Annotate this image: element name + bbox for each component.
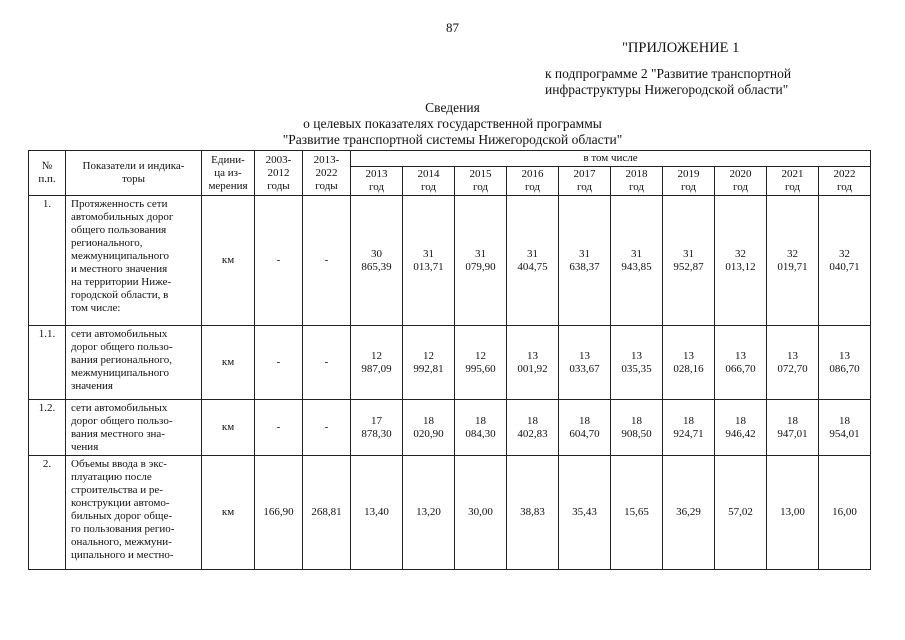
value-line: 404,75 [517,260,548,273]
value-line: 12 [475,349,486,362]
row-year-value [663,326,715,400]
row-year-value [507,456,559,570]
value-line: 30,00 [468,506,493,518]
header-text: Едини- [211,153,245,166]
value-line: 995,60 [465,362,496,375]
value-line: 924,71 [673,427,704,440]
row-value-2003-2012: - [255,326,303,400]
value-line: 013,71 [413,260,444,273]
row-value-2003-2012: 166,90 [255,456,303,570]
indicator-line: городской области, в [71,289,169,301]
value-line: 954,01 [829,427,860,440]
header-text: № [41,160,53,172]
value-line: 38,83 [520,506,545,518]
row-year-value [351,196,403,326]
value-line: 18 [787,414,798,427]
header-text: год [628,181,645,193]
row-year-value [403,326,455,400]
header-text: год [732,181,749,193]
value-line: 987,09 [361,362,392,375]
document-title [0,100,905,148]
value-line: 13,00 [780,506,805,518]
value-line: 30 [371,247,382,260]
header-text: 2012 [267,166,290,179]
indicator-line: плуатацию после [71,471,152,483]
header-year [559,167,611,196]
header-text: мерения [208,179,248,192]
indicator-line: конструкции автомо- [71,497,170,509]
header-text: 2019 [677,168,700,180]
header-text: год [420,181,437,193]
indicator-line: го пользования регио- [71,523,175,535]
header-num [29,151,66,196]
value-line: 13,20 [416,506,441,518]
row-year-value [767,326,819,400]
value-line: 946,42 [725,427,756,440]
table-row [29,400,871,456]
row-indicator [66,456,202,570]
header-text: 2014 [417,168,440,180]
value-line: 878,30 [361,427,392,440]
indicator-line: на территории Ниже- [71,276,172,288]
row-unit: км [202,196,255,326]
row-year-value [455,326,507,400]
value-line: 32 [787,247,798,260]
row-year-value [507,326,559,400]
value-line: 18 [579,414,590,427]
value-line: 18 [839,414,851,427]
value-line: 13 [631,349,642,362]
row-year-value [403,456,455,570]
value-line: 908,50 [621,427,652,440]
value-line: 028,16 [673,362,704,375]
indicator-line: сети автомобильных [71,402,168,414]
value-line: 952,87 [673,260,704,273]
indicator-line: дорог общего пользо- [71,415,173,427]
value-line: 32 [839,247,851,260]
value-line: 865,39 [361,260,392,273]
row-year-value [715,326,767,400]
header-text: 2016 [521,168,544,180]
value-line: 31 [579,247,590,260]
value-line: 084,30 [465,427,496,440]
row-year-value [507,400,559,456]
header-period-2013-2022 [303,151,351,196]
row-year-value [715,456,767,570]
header-text: год [368,181,385,193]
row-year-value [455,196,507,326]
header-text: 2018 [625,168,648,180]
value-line: 943,85 [621,260,652,273]
row-year-value [351,326,403,400]
header-text: 2003- [265,153,292,166]
header-text: год [472,181,489,193]
row-unit: км [202,456,255,570]
row-year-value [507,196,559,326]
row-year-value [559,196,611,326]
row-year-value [403,196,455,326]
header-year [767,167,819,196]
header-text: п.п. [38,173,56,185]
indicator-line: межмуниципального [71,367,169,379]
value-line: 066,70 [725,362,756,375]
row-year-value [767,196,819,326]
row-year-value [611,326,663,400]
row-year-value [663,400,715,456]
value-line: 001,92 [517,362,548,375]
row-year-value [351,456,403,570]
indicator-line: и местного значения [71,263,168,275]
indicator-line: том числе: [71,302,121,314]
header-year [611,167,663,196]
indicator-line: вания регионального, [71,354,173,366]
header-text: 2013 [365,168,388,180]
header-year [663,167,715,196]
header-year [455,167,507,196]
value-line: 12 [423,349,434,362]
row-year-value [611,400,663,456]
header-text: годы [315,179,338,192]
value-line: 13 [527,349,538,362]
indicators-table [28,150,871,570]
row-indicator [66,326,202,400]
value-line: 13 [683,349,694,362]
value-line: 18 [423,414,434,427]
indicator-line: ципального и местно- [71,549,174,561]
value-line: 12 [371,349,382,362]
value-line: 31 [475,247,486,260]
value-line: 035,35 [621,362,652,375]
indicator-line: вания местного зна- [71,428,165,440]
value-line: 18 [683,414,694,427]
title-line: Сведения [425,100,480,115]
row-year-value [455,456,507,570]
indicator-line: общего пользования [71,224,167,236]
header-text: годы [267,179,290,192]
row-year-value [663,456,715,570]
row-value-2013-2022: - [303,196,351,326]
row-year-value [819,326,871,400]
row-indicator [66,400,202,456]
header-year [351,167,403,196]
row-unit: км [202,400,255,456]
header-text: год [784,181,801,193]
indicator-line: межмуниципального [71,250,169,262]
indicator-line: строительства и ре- [71,484,163,496]
header-year [715,167,767,196]
title-line: о целевых показателях государственной программы [303,116,602,131]
value-line: 13 [839,349,851,362]
value-line: 57,02 [728,506,753,518]
header-text: 2013- [313,153,340,166]
value-line: 32 [735,247,746,260]
row-year-value [819,196,871,326]
row-number: 1. [29,196,66,326]
page-number: 87 [446,20,459,35]
value-line: 638,37 [569,260,600,273]
row-value-2013-2022: - [303,326,351,400]
header-text: ца из- [214,166,242,179]
table-row [29,456,871,570]
title-line: "Развитие транспортной системы Нижегородской области" [282,132,623,147]
appendix-subtitle [545,66,791,98]
value-line: 18 [475,414,486,427]
row-year-value [403,400,455,456]
row-value-2003-2012: - [255,400,303,456]
table-row [29,196,871,326]
row-year-value [715,400,767,456]
row-year-value [611,456,663,570]
header-text: 2015 [469,168,492,180]
indicator-line: автомобильных дорог [71,211,174,223]
indicator-line: сети автомобильных [71,328,168,340]
value-line: 033,67 [569,362,600,375]
header-period-2003-2012 [255,151,303,196]
row-year-value [559,456,611,570]
header-text: торы [121,173,146,185]
row-year-value [611,196,663,326]
value-line: 947,01 [777,427,808,440]
row-number: 1.2. [29,400,66,456]
indicator-line: бильных дорог обще- [71,510,172,522]
value-line: 31 [423,247,434,260]
table-header-row [29,151,871,167]
table-row [29,326,871,400]
value-line: 18 [527,414,538,427]
header-text: год [837,181,853,193]
value-line: 31 [683,247,694,260]
value-line: 079,90 [465,260,496,273]
subtitle-line: инфраструктуры Нижегородской области" [545,82,789,97]
header-text: год [524,181,541,193]
row-year-value [559,400,611,456]
indicator-line: Объемы ввода в экс- [71,458,167,470]
subtitle-line: к подпрограмме 2 "Развитие транспортной [545,66,792,81]
indicator-line: онального, межмуни- [71,536,172,548]
value-line: 13 [579,349,590,362]
appendix-heading: "ПРИЛОЖЕНИЕ 1 [622,40,740,56]
value-line: 31 [527,247,538,260]
row-year-value [715,196,767,326]
header-text: год [576,181,593,193]
row-year-value [663,196,715,326]
value-line: 402,83 [517,427,548,440]
value-line: 16,00 [832,506,857,518]
value-line: 13,40 [364,506,389,518]
value-line: 36,29 [676,506,701,518]
row-year-value [351,400,403,456]
row-year-value [559,326,611,400]
value-line: 35,43 [572,506,597,518]
indicator-line: значения [71,380,113,392]
row-unit: км [202,326,255,400]
row-value-2003-2012: - [255,196,303,326]
header-text: 2017 [573,168,596,180]
row-year-value [767,400,819,456]
header-text: год [680,181,697,193]
header-text: 2020 [729,168,752,180]
header-year [403,167,455,196]
value-line: 040,71 [829,260,860,273]
header-year [507,167,559,196]
value-line: 18 [735,414,746,427]
row-number: 2. [29,456,66,570]
header-text: 2021 [781,168,804,180]
row-value-2013-2022: 268,81 [303,456,351,570]
indicator-line: чения [71,441,99,453]
row-value-2013-2022: - [303,400,351,456]
value-line: 013,12 [725,260,756,273]
header-text: Показатели и индика- [82,160,185,172]
header-including: в том числе [351,151,871,167]
indicator-line: Протяженность сети [71,198,168,210]
header-text: 2022 [315,166,338,179]
row-year-value [767,456,819,570]
value-line: 019,71 [777,260,808,273]
indicator-line: регионального, [71,237,143,249]
value-line: 13 [787,349,798,362]
value-line: 15,65 [624,506,649,518]
row-indicator [66,196,202,326]
value-line: 992,81 [413,362,444,375]
value-line: 086,70 [829,362,860,375]
header-text: 2022 [833,168,856,180]
value-line: 17 [371,414,382,427]
value-line: 604,70 [569,427,600,440]
value-line: 072,70 [777,362,808,375]
row-year-value [455,400,507,456]
header-unit [202,151,255,196]
header-indicator [66,151,202,196]
value-line: 31 [631,247,642,260]
value-line: 020,90 [413,427,444,440]
value-line: 13 [735,349,746,362]
header-year [819,167,871,196]
row-year-value [819,400,871,456]
indicator-line: дорог общего пользо- [71,341,173,353]
row-year-value [819,456,871,570]
row-number: 1.1. [29,326,66,400]
value-line: 18 [631,414,642,427]
